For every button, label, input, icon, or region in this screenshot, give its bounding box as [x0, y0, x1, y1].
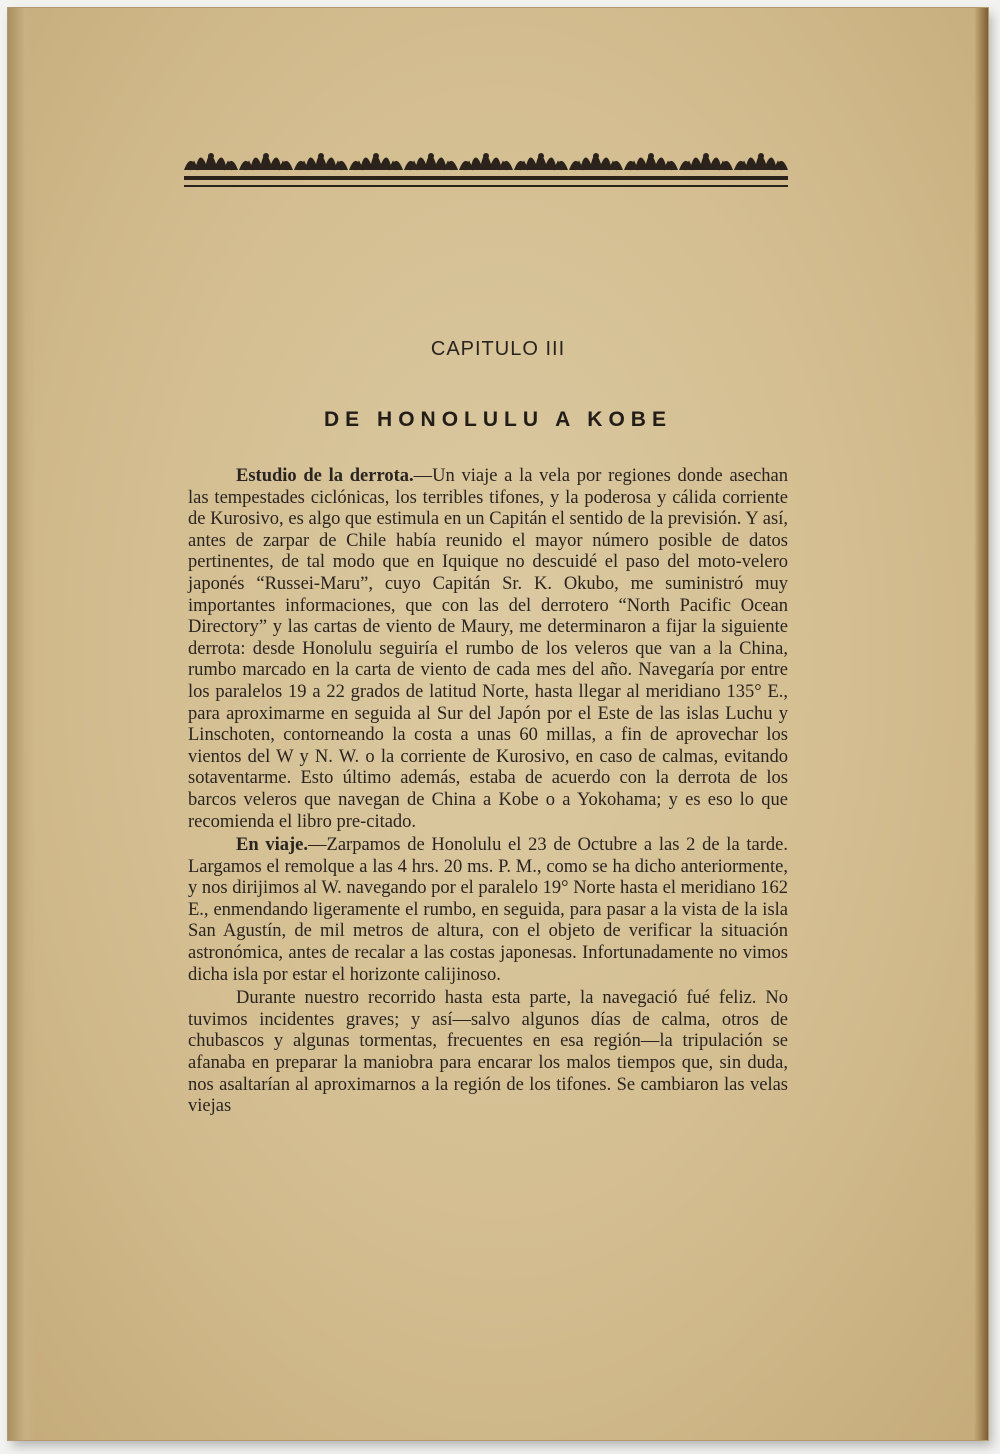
- paragraph-en-viaje: [188, 835, 788, 986]
- paragraph-estudio: [188, 466, 788, 833]
- decorative-header-ornament-icon: [184, 138, 788, 200]
- paragraph-text: Durante nuestro recorrido hasta esta parte, la navegació fué feliz. No tuvimos incidentes graves; y así—salvo algunos días de calma, otros de chubascos y algunas tormentas, frecuentes en esa región—la tripulación se afanaba en preparar la maniobra para encarar los malos tiempos que, sin duda, nos asaltarían al aproximarnos a la región de los tifones. Se cambiaron las velas viejas: [188, 988, 788, 1117]
- paragraph-durante: [188, 988, 788, 1118]
- section-heading: En viaje.: [236, 835, 309, 856]
- chapter-title: DE HONOLULU A KOBE: [324, 408, 672, 431]
- page-gutter-shadow: [8, 8, 36, 1440]
- chapter-number: CAPITULO III: [430, 338, 566, 360]
- paragraph-text: —Zarpamos de Honolulu el 23 de Octubre a las 2 de la tarde. Largamos el remolque a las 4 hrs. 20 ms. P. M., como se ha dicho anteriormente, y nos dirijimos al W. navegando por el paralelo 19° Norte hasta el meridiano 162 E., enmendando ligeramente el rumbo, en seguida, para pasar a la vista de la isla San Agustín, de mil metros de altura, con el objeto de verificar la situación astronómica, antes de recalar a las costas japonesas. Infortunadamente no vimos dicha isla por estar el horizonte calijinoso.: [188, 835, 788, 985]
- body-text: [188, 466, 788, 1118]
- paragraph-text: —Un viaje a la vela por regiones donde asechan las tempestades ciclónicas, los terribles tifones, y la poderosa y cálida corriente de Kurosivo, es algo que estimula en un Capitán el sentido de la previsión. Y así, antes de zarpar de Chile había reunido el mayor número posible de datos pertinentes, de tal modo que en Iquique no descuidé el paso del moto-velero japonés “Russei-Maru”, cuyo Capitán Sr. K. Okubo, me suministró muy importantes informaciones, que con las del derrotero “North Pacific Ocean Directory” y las cartas de viento de Maury, me determinaron a fijar la siguiente derrota: desde Honolulu seguiría el rumbo de los veleros que van a la China, rumbo marcado en la carta de viento de cada mes del año. Navegaría por entre los paralelos 19 a 22 grados de latitud Norte, hasta llegar al meridiano 135° E., para aproximarme en seguida al Sur del Japón por el Este de las islas Luchu y Linschoten, contorneando la costa a unas 60 millas, a fin de aprovechar los vientos del W y N. W. o la corriente de Kurosivo, en caso de calmas, evitando sotaventarme. Esto último además, estaba de acuerdo con la derrota de los barcos veleros que navegan de China a Kobe o a Yokohama; y es eso lo que recomienda el libro pre-citado.: [188, 466, 788, 832]
- section-heading: Estudio de la derrota.: [236, 466, 414, 486]
- page-right-edge: [974, 8, 988, 1440]
- book-page: [8, 8, 988, 1440]
